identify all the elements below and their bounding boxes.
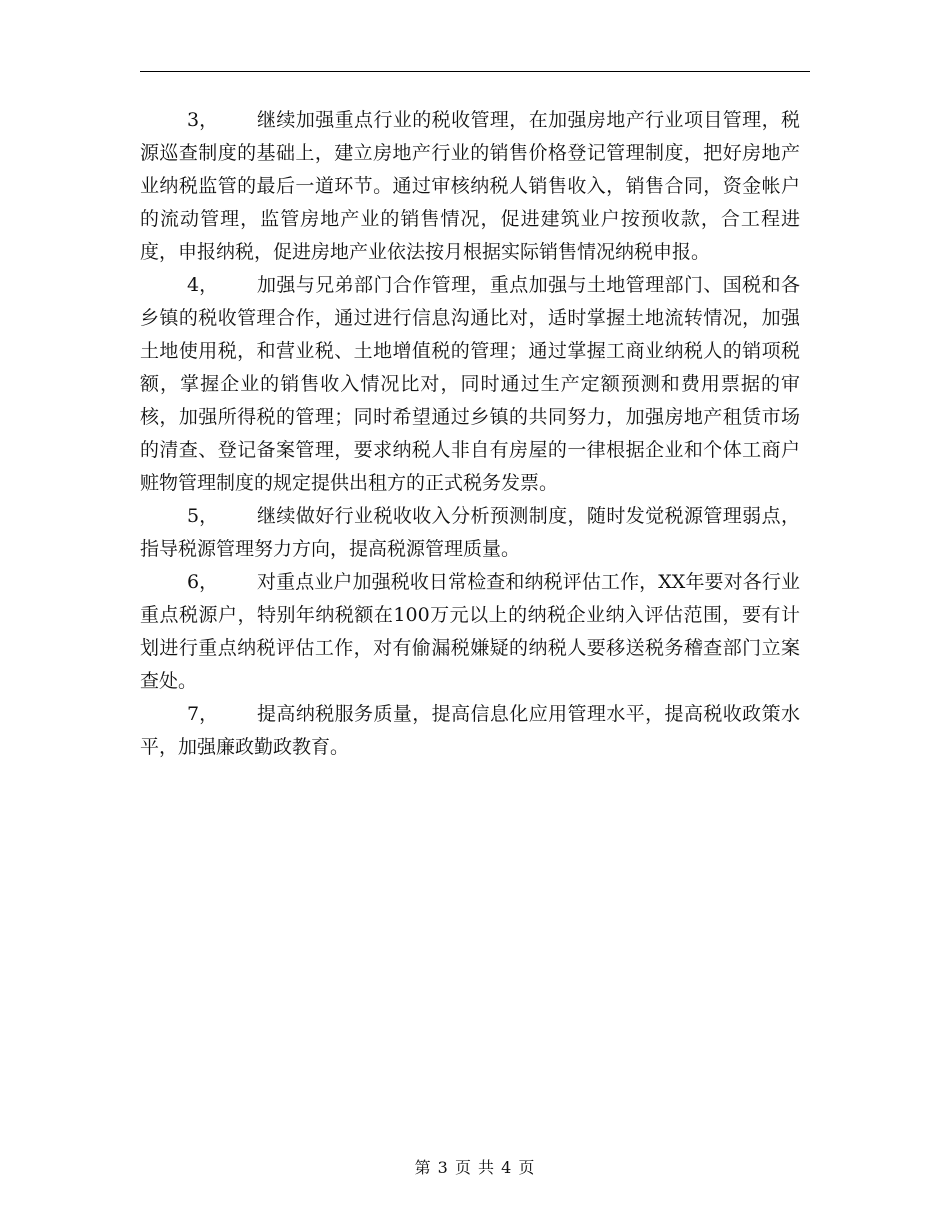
paragraph-number: 6， — [187, 571, 219, 593]
document-body — [140, 104, 800, 764]
paragraph-7 — [140, 698, 800, 764]
paragraph-5 — [140, 500, 800, 566]
paragraph-text: 对重点业户加强税收日常检查和纳税评估工作，XX年要对各行业重点税源户，特别年纳税额在100万元以上的纳税企业纳入评估范围，要有计划进行重点纳税评估工作，对有偷漏税嫌疑的纳税人要移送税务稽查部门立案查处。 — [140, 571, 800, 692]
paragraph-text: 继续加强重点行业的税收管理，在加强房地产行业项目管理，税源巡查制度的基础上，建立房地产行业的销售价格登记管理制度，把好房地产业纳税监管的最后一道环节。通过审核纳税人销售收入，销售合同，资金帐户的流动管理，监管房地产业的销售情况，促进建筑业户按预收款，合工程进度，申报纳税，促进房地产业依法按月根据实际销售情况纳税申报。 — [140, 109, 800, 263]
paragraph-text: 提高纳税服务质量，提高信息化应用管理水平，提高税收政策水平，加强廉政勤政教育。 — [140, 703, 800, 758]
header-rule — [140, 71, 810, 72]
paragraph-3 — [140, 104, 800, 269]
page-number-footer: 第 3 页 共 4 页 — [414, 1158, 536, 1177]
paragraph-6 — [140, 566, 800, 698]
paragraph-4 — [140, 269, 800, 500]
paragraph-number: 3， — [187, 109, 219, 131]
paragraph-number: 5， — [187, 505, 219, 527]
paragraph-text: 加强与兄弟部门合作管理，重点加强与土地管理部门、国税和各乡镇的税收管理合作，通过进行信息沟通比对，适时掌握土地流转情况，加强土地使用税，和营业税、土地增值税的管理；通过掌握工商业纳税人的销项税额，掌握企业的销售收入情况比对，同时通过生产定额预测和费用票据的审核，加强所得税的管理；同时希望通过乡镇的共同努力，加强房地产租赁市场的清查、登记备案管理，要求纳税人非自有房屋的一律根据企业和个体工商户赃物管理制度的规定提供出租方的正式税务发票。 — [140, 274, 800, 494]
paragraph-number: 7， — [187, 703, 219, 725]
paragraph-number: 4， — [187, 274, 219, 296]
paragraph-text: 继续做好行业税收收入分析预测制度，随时发觉税源管理弱点，指导税源管理努力方向，提高税源管理质量。 — [140, 505, 800, 560]
